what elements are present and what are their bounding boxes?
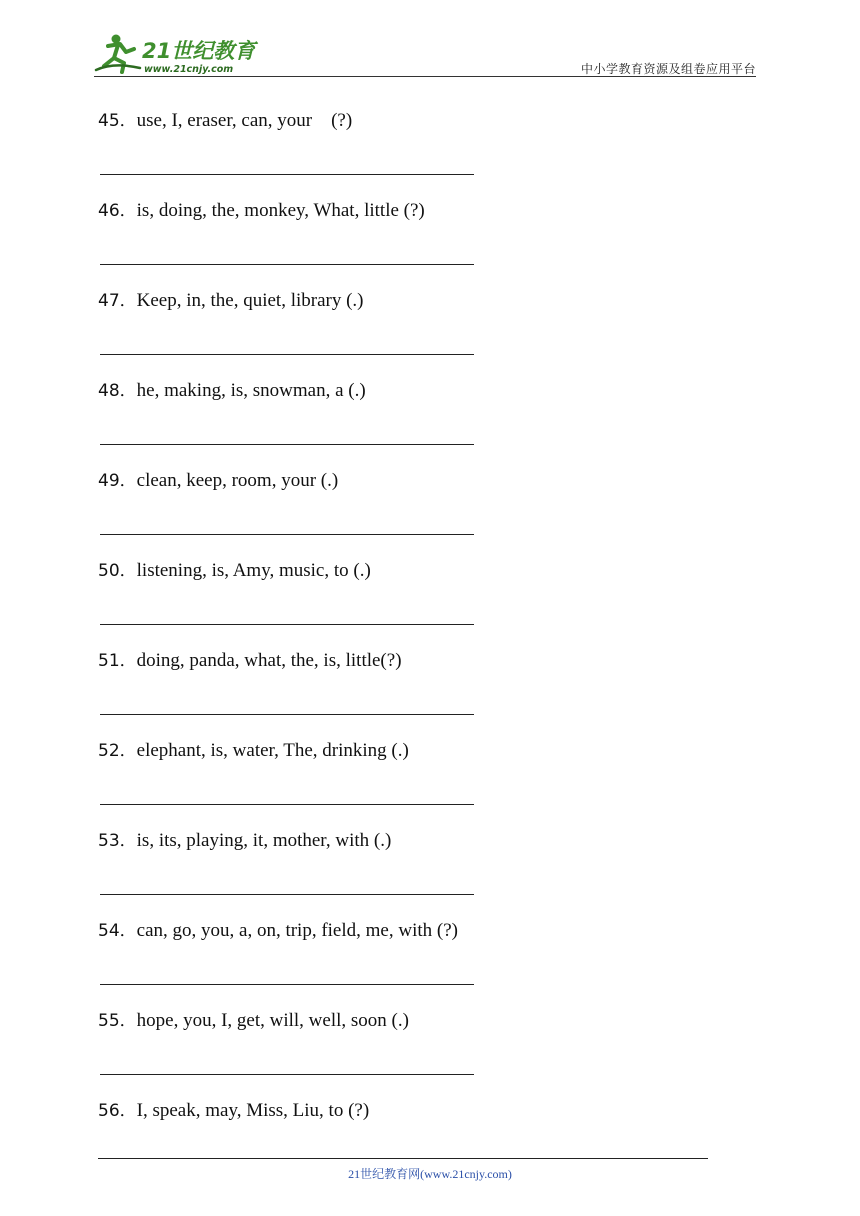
question-number: 45． bbox=[98, 111, 137, 131]
question-words: Keep, in, the, quiet, library (.) bbox=[136, 290, 364, 311]
answer-line[interactable] bbox=[100, 624, 474, 625]
question-45 bbox=[98, 108, 718, 198]
question-words: clean, keep, room, your (.) bbox=[136, 470, 339, 491]
question-words: listening, is, Amy, music, to (.) bbox=[136, 560, 371, 581]
question-54 bbox=[98, 918, 718, 1008]
header-right-text: 中小学教育资源及组卷应用平台 bbox=[580, 62, 756, 76]
question-number: 56． bbox=[98, 1101, 137, 1121]
footer-divider bbox=[98, 1158, 708, 1159]
question-number: 52． bbox=[98, 741, 137, 761]
logo-url: www.21cnjy.com bbox=[144, 64, 234, 75]
question-words: he, making, is, snowman, a (.) bbox=[136, 380, 366, 401]
answer-line[interactable] bbox=[100, 714, 474, 715]
runner-icon bbox=[96, 35, 140, 73]
header-divider bbox=[94, 76, 756, 77]
question-number: 47． bbox=[98, 291, 137, 311]
question-words: is, doing, the, monkey, What, little (?) bbox=[136, 200, 425, 221]
answer-line[interactable] bbox=[100, 984, 474, 985]
question-46 bbox=[98, 198, 718, 288]
answer-line[interactable] bbox=[100, 174, 474, 175]
question-number: 51． bbox=[98, 651, 137, 671]
question-words: elephant, is, water, The, drinking (.) bbox=[136, 740, 409, 761]
page-header bbox=[94, 32, 756, 78]
question-number: 50． bbox=[98, 561, 137, 581]
answer-line[interactable] bbox=[100, 534, 474, 535]
question-47 bbox=[98, 288, 718, 378]
question-number: 53． bbox=[98, 831, 137, 851]
question-52 bbox=[98, 738, 718, 828]
question-48 bbox=[98, 378, 718, 468]
question-words: can, go, you, a, on, trip, field, me, with (?) bbox=[136, 920, 458, 941]
answer-line[interactable] bbox=[100, 1074, 474, 1075]
logo-text: 21世纪教育 bbox=[142, 39, 256, 63]
question-list bbox=[98, 108, 718, 1188]
answer-line[interactable] bbox=[100, 354, 474, 355]
question-words: use, I, eraser, can, your (?) bbox=[136, 110, 353, 131]
question-words: hope, you, I, get, will, well, soon (.) bbox=[136, 1010, 409, 1031]
question-55 bbox=[98, 1008, 718, 1098]
logo bbox=[94, 32, 264, 76]
question-number: 49． bbox=[98, 471, 137, 491]
question-words: doing, panda, what, the, is, little(?) bbox=[136, 650, 402, 671]
question-words: I, speak, may, Miss, Liu, to (?) bbox=[136, 1100, 370, 1121]
footer-text[interactable]: 21世纪教育网(www.21cnjy.com) bbox=[348, 1167, 512, 1181]
question-51 bbox=[98, 648, 718, 738]
question-49 bbox=[98, 468, 718, 558]
question-number: 48． bbox=[98, 381, 137, 401]
question-words: is, its, playing, it, mother, with (.) bbox=[136, 830, 392, 851]
answer-line[interactable] bbox=[100, 444, 474, 445]
question-number: 55． bbox=[98, 1011, 137, 1031]
answer-line[interactable] bbox=[100, 804, 474, 805]
answer-line[interactable] bbox=[100, 264, 474, 265]
question-53 bbox=[98, 828, 718, 918]
question-number: 46． bbox=[98, 201, 137, 221]
question-number: 54． bbox=[98, 921, 137, 941]
answer-line[interactable] bbox=[100, 894, 474, 895]
question-50 bbox=[98, 558, 718, 648]
